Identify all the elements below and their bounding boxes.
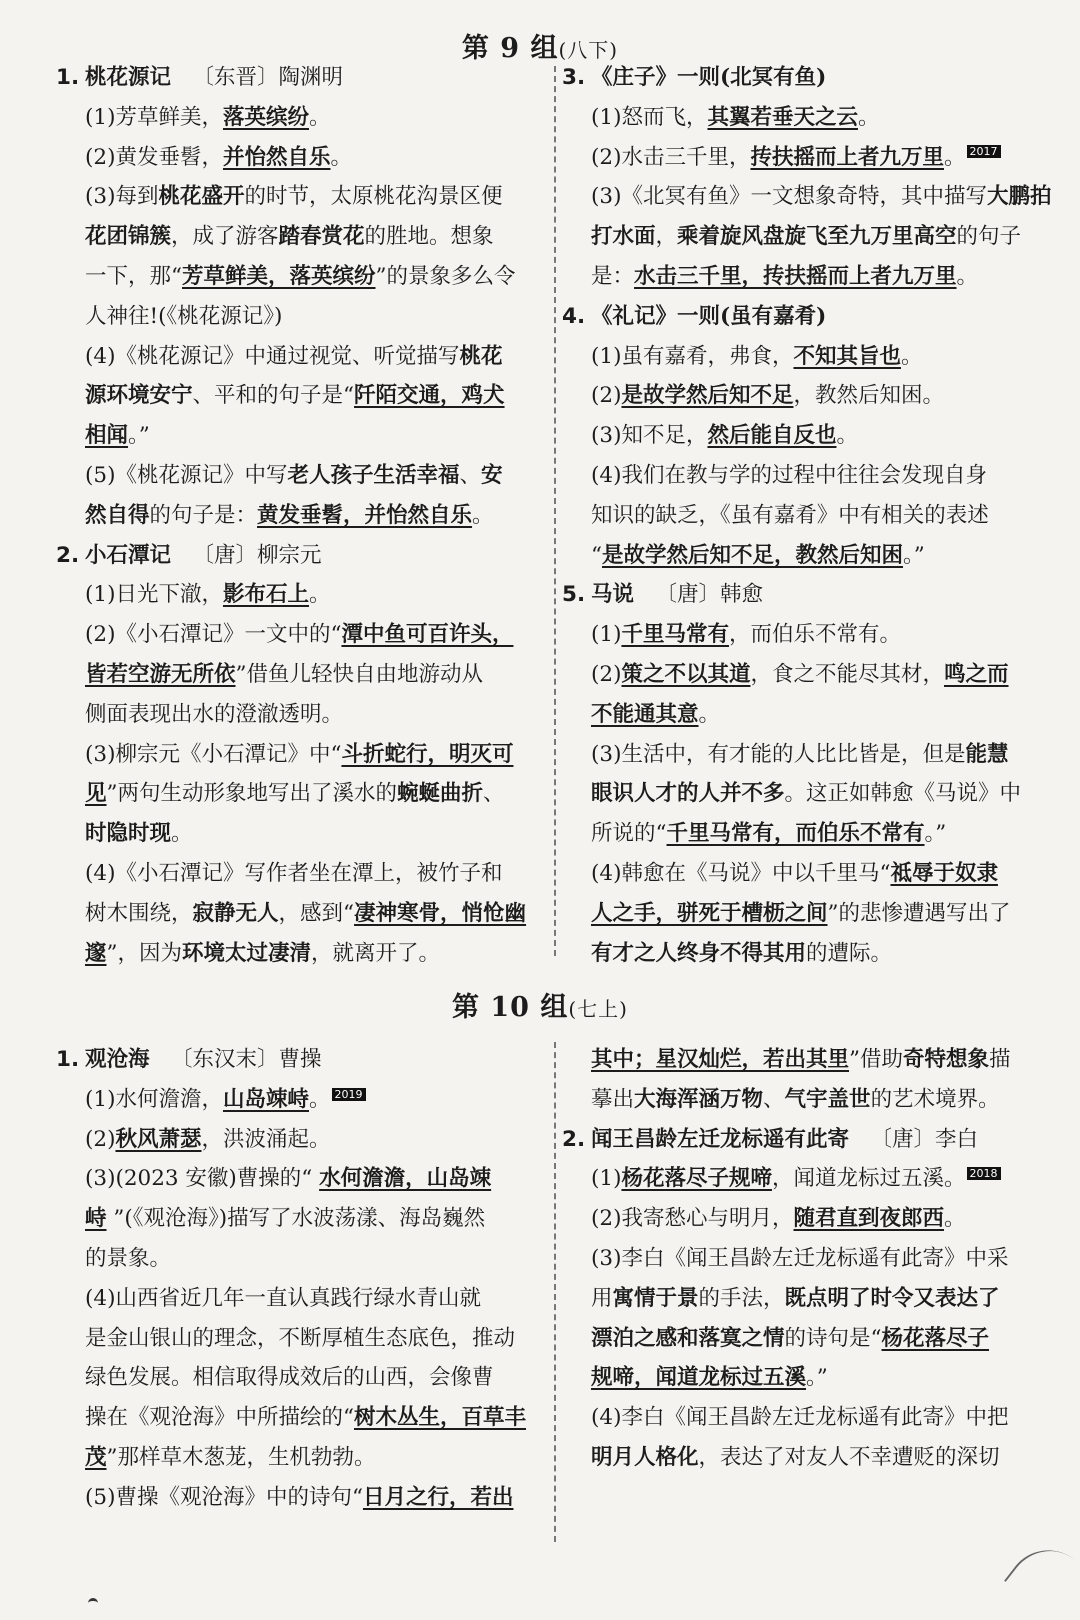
column-divider xyxy=(554,1042,556,1542)
continuation-line: 操在《观沧海》中所描绘的“树木丛生，百草丰 xyxy=(85,1405,527,1431)
question-line: (1)水何澹澹，山岛竦峙。 2019 xyxy=(56,1080,544,1120)
question-line: (4)山西省近几年一直认真践行绿水青山就 xyxy=(85,1285,481,1311)
section-heading xyxy=(562,297,1040,337)
section-number: 2. xyxy=(562,1126,586,1152)
question-line: (1)怒而飞，其翼若垂天之云。 xyxy=(591,104,880,130)
group-9-right-column xyxy=(562,58,1052,973)
section-title: 桃花源记 xyxy=(85,65,172,90)
continuation-line: 漂泊之感和落寞之情的诗句是“杨花落尽子 xyxy=(591,1325,990,1351)
year-badge: 2018 xyxy=(967,1167,1001,1180)
continuation-line: 摹出大海浑涵万物、气宇盖世的艺术境界。 xyxy=(591,1086,1000,1112)
continuation-line: 皆若空游无所依”借鱼儿轻快自由地游动从 xyxy=(85,661,484,687)
question-line: (4)我们在教与学的过程中往往会发现自身 xyxy=(591,462,987,488)
continuation-line: 打水面，乘着旋风盘旋飞至九万里高空的句子 xyxy=(591,224,1022,250)
question-line: (4)《小石潭记》写作者坐在潭上，被竹子和 xyxy=(85,860,503,886)
question-line: (4)韩愈在《马说》中以千里马“祗辱于奴隶 xyxy=(591,860,998,886)
question-line: (2)水击三千里，抟扶摇而上者九万里。 2017 xyxy=(562,138,1040,178)
column-divider xyxy=(554,66,556,956)
section-author: 〔唐〕李白 xyxy=(849,1126,979,1152)
section-title: 观沧海 xyxy=(85,1047,150,1072)
page-number-mark xyxy=(88,1598,98,1611)
group-10-heading xyxy=(0,985,1080,1024)
section-heading xyxy=(562,58,1040,98)
continuation-line: 是：水击三千里，抟扶摇而上者九万里。 xyxy=(591,263,979,289)
question-line: (3)(2023 安徽)曹操的“ 水何澹澹，山岛竦 xyxy=(85,1166,492,1192)
section-heading xyxy=(56,536,544,576)
section-heading xyxy=(56,58,544,98)
continuation-line: 知识的缺乏，《虽有嘉肴》中有相关的表述 xyxy=(591,502,989,528)
section-number: 4. xyxy=(562,303,586,329)
continuation-line: 然自得的句子是：黄发垂髫，并怡然自乐。 xyxy=(85,502,494,528)
section-heading xyxy=(56,1040,544,1080)
continuation-line: 相闻。” xyxy=(85,423,150,449)
question-line: (1)千里马常有，而伯乐不常有。 xyxy=(591,622,901,648)
section-heading xyxy=(562,575,1040,615)
continuation-line: “是故学然后知不足，教然后知困。” xyxy=(591,542,925,568)
question-line: (1)虽有嘉肴，弗食，不知其旨也。 xyxy=(591,343,923,369)
section-author: 〔唐〕柳宗元 xyxy=(171,542,322,568)
section-title: 闻王昌龄左迁龙标遥有此寄 xyxy=(591,1126,850,1152)
question-line: (2)黄发垂髫，并怡然自乐。 xyxy=(85,144,352,170)
continuation-line: 规啼，闻道龙标过五溪。” xyxy=(591,1365,828,1391)
year-badge: 2017 xyxy=(967,145,1001,158)
group-10-title: 第 10 组 xyxy=(452,992,569,1023)
section-number: 5. xyxy=(562,582,586,608)
question-line: (2)《小石潭记》一文中的“潭中鱼可百许头， xyxy=(85,622,514,648)
question-line: (3)李白《闻王昌龄左迁龙标遥有此寄》中采 xyxy=(591,1245,1009,1271)
continuation-line: 其中；星汉灿烂，若出其里”借助奇特想象描 xyxy=(591,1047,1011,1072)
continuation-line: 有才之人终身不得其用的遭际。 xyxy=(591,940,893,966)
continuation-line: 明月人格化，表达了对友人不幸遭贬的深切 xyxy=(591,1444,1000,1470)
question-line: (3)知不足，然后能自反也。 xyxy=(591,423,858,449)
question-line: (3)柳宗元《小石潭记》中“斗折蛇行，明灭可 xyxy=(85,741,514,767)
question-line: (3)生活中，有才能的人比比皆是，但是能慧 xyxy=(591,741,1009,767)
question-line: (1)杨花落尽子规啼，闻道龙标过五溪。 2018 xyxy=(562,1159,1040,1199)
page-curl xyxy=(1004,1533,1074,1606)
question-line: (1)日光下澈，影布石上。 xyxy=(85,582,331,608)
question-line: (5)《桃花源记》中写老人孩子生活幸福、安 xyxy=(85,462,503,488)
section-title: 《礼记》一则(虽有嘉肴) xyxy=(591,303,827,329)
group-10-subtitle: (七上) xyxy=(568,997,628,1021)
continuation-line: 树木围绕，寂静无人，感到“凄神寒骨，悄怆幽 xyxy=(85,900,527,926)
continuation-line: 是金山银山的理念，不断厚植生态底色，推动 xyxy=(85,1325,516,1351)
continuation-line: 源环境安宁、平和的句子是“阡陌交通，鸡犬 xyxy=(85,383,505,409)
continuation-line: 茂”那样草木葱茏，生机勃勃。 xyxy=(85,1444,376,1470)
question-line: (2)是故学然后知不足，教然后知困。 xyxy=(591,383,944,409)
section-number: 1. xyxy=(56,65,80,90)
question-line: (2)策之不以其道，食之不能尽其材，鸣之而 xyxy=(591,661,1009,687)
section-author: 〔东晋〕陶渊明 xyxy=(171,65,344,90)
continuation-line: 侧面表现出水的澄澈透明。 xyxy=(85,701,344,727)
question-line: (4)《桃花源记》中通过视觉、听觉描写桃花 xyxy=(85,343,503,369)
question-line: (3)每到桃花盛开的时节，太原桃花沟景区便 xyxy=(85,184,503,210)
section-author: 〔唐〕韩愈 xyxy=(634,582,764,608)
question-line: (4)李白《闻王昌龄左迁龙标遥有此寄》中把 xyxy=(591,1405,1009,1431)
continuation-line: 时隐时现。 xyxy=(85,821,193,847)
continuation-line: 峙 ”(《观沧海》)描写了水波荡漾、海岛巍然 xyxy=(85,1206,486,1232)
group-9-subtitle: (八下) xyxy=(558,38,619,62)
section-author: 〔东汉末〕曹操 xyxy=(149,1047,322,1072)
section-number: 1. xyxy=(56,1047,80,1072)
year-badge: 2019 xyxy=(332,1088,366,1101)
question-line: (2)我寄愁心与明月，随君直到夜郎西。 xyxy=(591,1206,966,1232)
section-title: 小石潭记 xyxy=(85,542,172,568)
section-title: 《庄子》一则(北冥有鱼) xyxy=(591,65,827,90)
section-number: 3. xyxy=(562,65,586,90)
continuation-line: 见”两句生动形象地写出了溪水的蜿蜒曲折、 xyxy=(85,781,505,807)
section-heading xyxy=(562,1120,1040,1160)
question-line: (3)《北冥有鱼》一文想象奇特，其中描写大鹏拍 xyxy=(591,184,1052,210)
continuation-line: 用寓情于景的手法，既点明了时令又表达了 xyxy=(591,1285,1000,1311)
question-line: (5)曹操《观沧海》中的诗句“日月之行，若出 xyxy=(85,1484,514,1510)
continuation-line: 的景象。 xyxy=(85,1245,172,1271)
continuation-line: 人之手，骈死于槽枥之间”的悲惨遭遇写出了 xyxy=(591,900,1011,926)
group-9-title: 第 9 组 xyxy=(461,33,559,64)
section-title: 马说 xyxy=(591,582,635,608)
continuation-line: 绿色发展。相信取得成效后的山西，会像曹 xyxy=(85,1365,494,1391)
group-10-left-column xyxy=(56,1040,544,1518)
question-line: (2)秋风萧瑟，洪波涌起。 xyxy=(85,1126,331,1152)
continuation-line: 花团锦簇，成了游客踏春赏花的胜地。想象 xyxy=(85,224,494,250)
question-line: (1)芳草鲜美，落英缤纷。 xyxy=(85,104,331,130)
group-10-right-column xyxy=(562,1040,1040,1478)
continuation-line: 邃”，因为环境太过凄清，就离开了。 xyxy=(85,940,441,966)
continuation-line: 不能通其意。 xyxy=(591,701,721,727)
continuation-line: 一下，那“芳草鲜美，落英缤纷”的景象多么令 xyxy=(85,263,516,289)
continuation-line: 眼识人才的人并不多。这正如韩愈《马说》中 xyxy=(591,781,1022,807)
continuation-line: 所说的“千里马常有，而伯乐不常有。” xyxy=(591,821,947,847)
continuation-line: 人神往!(《桃花源记》) xyxy=(85,303,283,329)
section-number: 2. xyxy=(56,542,80,568)
group-9-left-column xyxy=(56,58,544,973)
